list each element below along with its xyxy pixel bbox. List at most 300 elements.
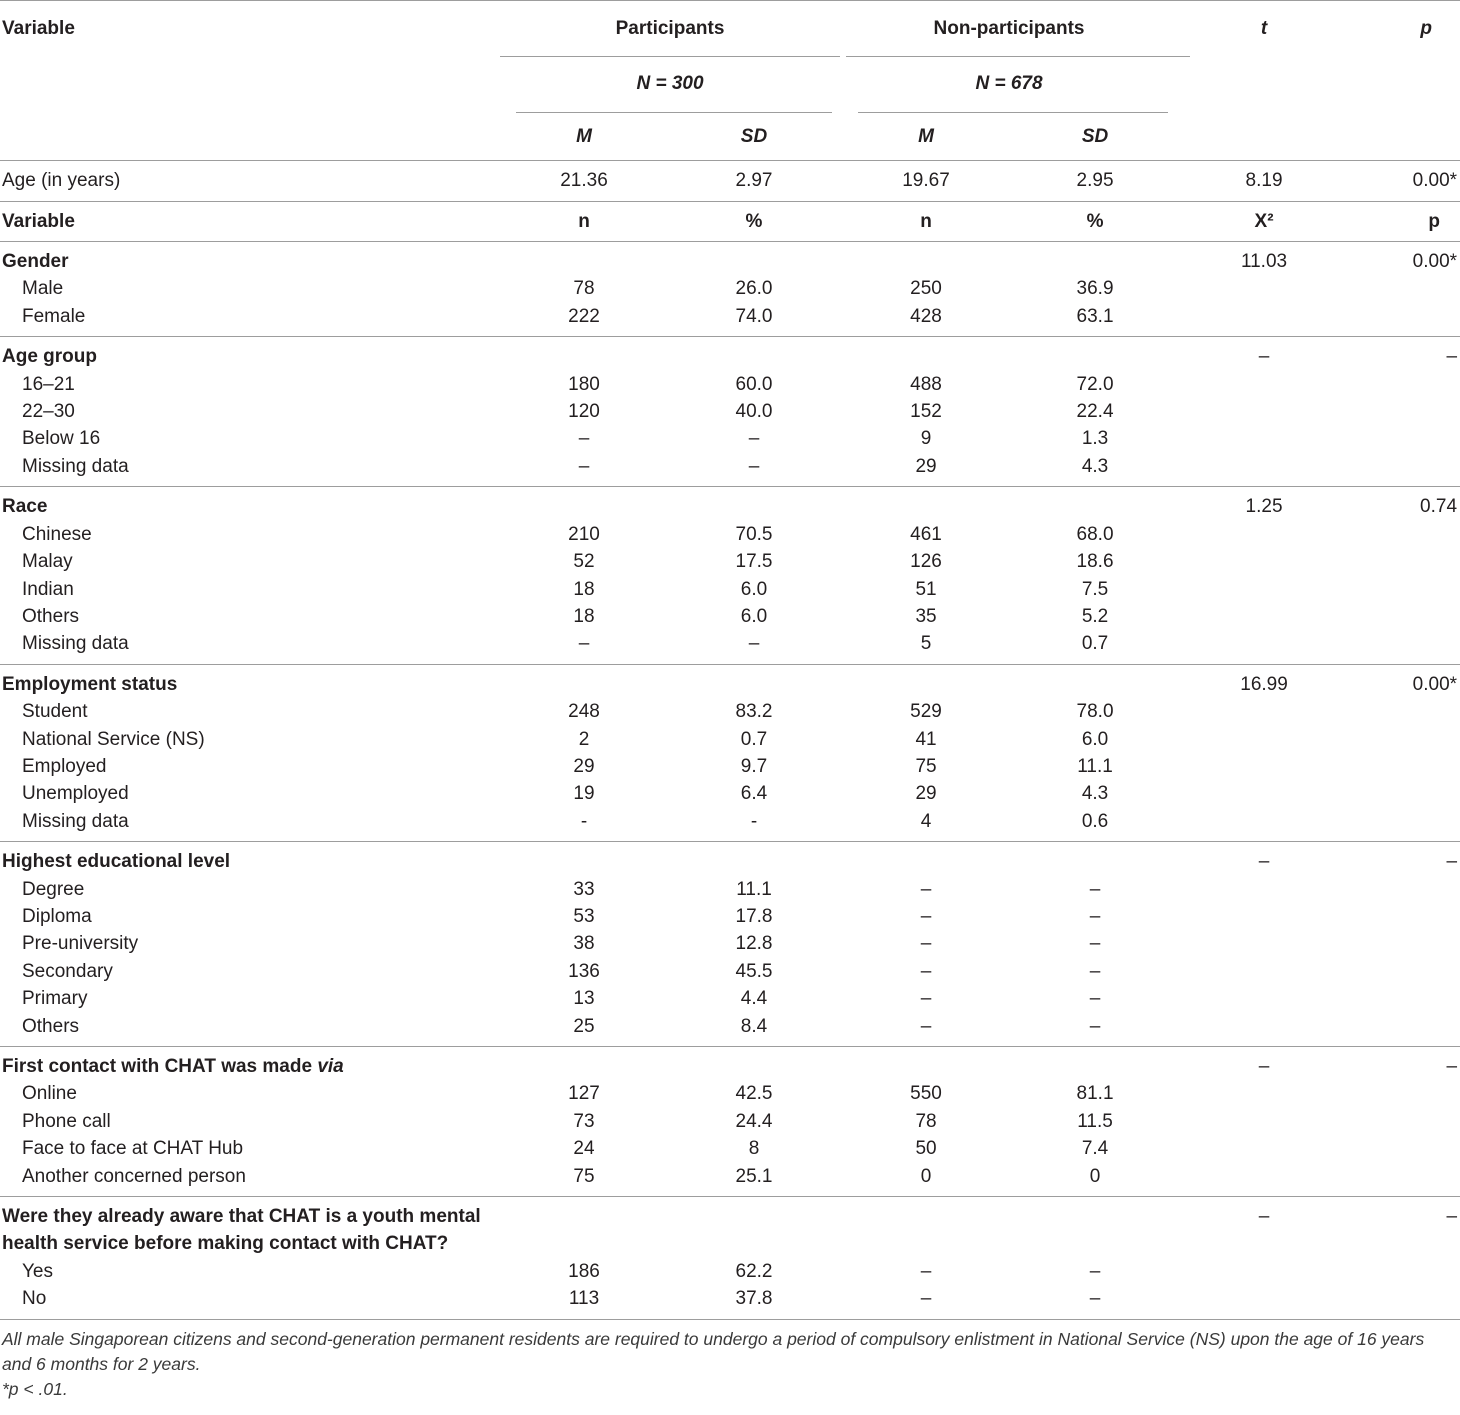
- age-t: 8.19: [1178, 161, 1350, 201]
- table-row: [0, 726, 1460, 753]
- header-row-2: [0, 57, 1460, 112]
- non-participants-n: 0: [920, 1165, 932, 1187]
- non-participants-n: –: [920, 905, 932, 927]
- empty-cell: [1350, 958, 1460, 985]
- empty-cell: [1012, 1047, 1178, 1081]
- empty-cell: [1350, 521, 1460, 548]
- participants-pct: 11.1: [736, 878, 772, 900]
- participants-n: 25: [573, 1015, 595, 1037]
- section-title-text: Age group: [2, 346, 97, 368]
- non-participants-pct: –: [1089, 960, 1101, 982]
- table-notes: [2, 1327, 1442, 1402]
- section-header-row: [0, 664, 1460, 698]
- row-label: Pre-university: [22, 933, 139, 955]
- section-p: –: [1350, 1197, 1460, 1258]
- empty-cell: [1178, 521, 1350, 548]
- table-bottom-rule: [0, 1319, 1460, 1321]
- section-stat: –: [1178, 1047, 1350, 1081]
- empty-cell: [1350, 903, 1460, 930]
- non-participants-n: 9: [920, 428, 932, 450]
- table-row: [0, 371, 1460, 398]
- age-p-m: 21.36: [500, 161, 668, 201]
- empty-cell: [1012, 842, 1178, 876]
- table-row: [0, 603, 1460, 630]
- participants-pct: 0.7: [740, 728, 768, 750]
- empty-cell: [1178, 603, 1350, 630]
- empty-cell: [1350, 453, 1460, 487]
- header-t: t: [1178, 1, 1350, 58]
- empty-cell: [1178, 371, 1350, 398]
- table-row: [0, 1135, 1460, 1162]
- header-participants-label: Participants: [615, 18, 725, 39]
- non-participants-n: 550: [910, 1083, 942, 1105]
- table-row: [0, 876, 1460, 903]
- empty-cell: [840, 1047, 1012, 1081]
- empty-cell: [500, 1197, 668, 1258]
- participants-n: 53: [573, 905, 595, 927]
- empty-cell: [1178, 1285, 1350, 1319]
- participants-n: 38: [573, 933, 595, 955]
- non-participants-n: 78: [915, 1110, 937, 1132]
- empty-cell: [1350, 753, 1460, 780]
- non-participants-pct: 11.5: [1077, 1110, 1113, 1132]
- age-p-sd: 2.97: [668, 161, 840, 201]
- subheader-p: p: [1350, 201, 1460, 241]
- non-participants-n: 41: [915, 728, 937, 750]
- section-title-text: Were they already aware that CHAT is a youth mental health service before making contact with CHAT?: [2, 1206, 481, 1255]
- note-ns: All male Singaporean citizens and second-generation permanent residents are required to undergo a period of compulsory enlistment in National Service (NS) upon the age of 16 years and 6 months for 2 years.: [2, 1328, 1425, 1374]
- non-participants-n: 35: [915, 605, 937, 627]
- row-label: No: [22, 1288, 47, 1310]
- non-participants-n-label: N = 678: [975, 73, 1043, 95]
- row-label: Others: [22, 605, 80, 627]
- section-header-row: [0, 487, 1460, 521]
- non-participants-n: 126: [910, 551, 942, 573]
- row-label: Missing data: [22, 810, 129, 832]
- section-stat: –: [1178, 842, 1350, 876]
- table-row: [0, 1285, 1460, 1319]
- participants-n: 2: [578, 728, 590, 750]
- non-participants-pct: –: [1089, 1015, 1101, 1037]
- section-stat: 11.03: [1178, 242, 1350, 276]
- non-participants-pct: 0: [1089, 1165, 1101, 1187]
- non-participants-pct: 81.1: [1076, 1083, 1114, 1105]
- participants-n: 13: [573, 988, 595, 1010]
- non-participants-pct: 4.3: [1081, 783, 1109, 805]
- non-participants-pct: 7.4: [1081, 1138, 1109, 1160]
- participants-pct: –: [748, 633, 760, 655]
- row-label: Unemployed: [22, 783, 129, 805]
- section-title-italic: via: [317, 1056, 344, 1077]
- row-label: Male: [22, 278, 64, 300]
- participants-pct: 45.5: [735, 960, 773, 982]
- empty-cell: [500, 487, 668, 521]
- table-row: [0, 275, 1460, 302]
- subheader-variable: Variable: [0, 201, 500, 241]
- participants-n: 52: [573, 551, 595, 573]
- empty-cell: [1350, 398, 1460, 425]
- non-participants-pct: 6.0: [1081, 728, 1109, 750]
- empty-cell: [1178, 726, 1350, 753]
- empty-cell: [500, 842, 668, 876]
- section-p: –: [1350, 1047, 1460, 1081]
- age-p: 0.00*: [1350, 161, 1460, 201]
- participants-n: –: [578, 428, 590, 450]
- empty-cell: [1350, 425, 1460, 452]
- non-participants-pct: –: [1089, 933, 1101, 955]
- participants-pct: 6.0: [740, 605, 768, 627]
- table-row: [0, 425, 1460, 452]
- non-participants-pct: 7.5: [1081, 578, 1109, 600]
- empty-cell: [1350, 1135, 1460, 1162]
- non-participants-n: 29: [915, 783, 937, 805]
- non-participants-n: 461: [910, 523, 942, 545]
- empty-cell: [1350, 698, 1460, 725]
- non-participants-n: 488: [910, 373, 942, 395]
- participants-pct: 17.8: [735, 905, 773, 927]
- row-label: Another concerned person: [22, 1165, 246, 1187]
- age-np-sd: 2.95: [1012, 161, 1178, 201]
- non-participants-n: 29: [915, 455, 937, 477]
- empty-cell: [500, 242, 668, 276]
- subheader-pct1: %: [668, 201, 840, 241]
- row-label: National Service (NS): [22, 728, 205, 750]
- table-row: [0, 808, 1460, 842]
- non-participants-n: 529: [910, 701, 942, 723]
- participants-pct: 6.0: [740, 578, 768, 600]
- row-label: Primary: [22, 988, 88, 1010]
- participants-pct: 40.0: [735, 401, 773, 423]
- empty-cell: [1350, 371, 1460, 398]
- non-participants-n: –: [920, 988, 932, 1010]
- subheader-pct2: %: [1012, 201, 1178, 241]
- participants-n: 180: [568, 373, 600, 395]
- empty-cell: [1178, 930, 1350, 957]
- participants-n: 29: [573, 755, 595, 777]
- non-participants-n: –: [920, 960, 932, 982]
- non-participants-n: –: [920, 1288, 932, 1310]
- empty-cell: [1178, 985, 1350, 1012]
- empty-cell: [1178, 808, 1350, 842]
- participants-pct: -: [750, 810, 758, 832]
- empty-cell: [1178, 576, 1350, 603]
- non-participants-pct: –: [1089, 905, 1101, 927]
- non-participants-pct: 63.1: [1076, 305, 1114, 327]
- empty-cell: [1178, 453, 1350, 487]
- participants-n: 18: [573, 578, 595, 600]
- non-participants-pct: 11.1: [1077, 755, 1113, 777]
- subheader-n1: n: [500, 201, 668, 241]
- empty-cell: [1350, 930, 1460, 957]
- non-participants-pct: 36.9: [1076, 278, 1114, 300]
- participants-pct: 8.4: [740, 1015, 768, 1037]
- table-row: [0, 698, 1460, 725]
- empty-cell: [1178, 630, 1350, 664]
- empty-cell: [1350, 275, 1460, 302]
- empty-cell: [668, 242, 840, 276]
- empty-cell: [840, 487, 1012, 521]
- empty-cell: [668, 664, 840, 698]
- row-label: Others: [22, 1015, 80, 1037]
- section-title: [0, 1197, 500, 1258]
- non-participants-n: 250: [910, 278, 942, 300]
- participants-pct: 8: [748, 1138, 760, 1160]
- participants-n: 78: [573, 278, 595, 300]
- non-participants-pct: –: [1089, 1260, 1101, 1282]
- empty-cell: [668, 842, 840, 876]
- section-title-text: First contact with CHAT was made: [2, 1056, 318, 1077]
- participants-pct: 42.5: [735, 1083, 773, 1105]
- empty-cell: [1178, 548, 1350, 575]
- table-row: [0, 630, 1460, 664]
- section-p: 0.74: [1350, 487, 1460, 521]
- participants-pct: 60.0: [735, 373, 773, 395]
- empty-cell: [1350, 1080, 1460, 1107]
- section-stat: –: [1178, 1197, 1350, 1258]
- empty-cell: [1012, 1197, 1178, 1258]
- non-participants-pct: 1.3: [1081, 428, 1109, 450]
- empty-cell: [840, 242, 1012, 276]
- row-label: Degree: [22, 878, 85, 900]
- empty-cell: [668, 337, 840, 371]
- row-label: Face to face at CHAT Hub: [22, 1138, 244, 1160]
- participants-pct: 12.8: [735, 933, 773, 955]
- table-row: [0, 398, 1460, 425]
- empty-cell: [1350, 1013, 1460, 1047]
- empty-cell: [1350, 1163, 1460, 1197]
- non-participants-n: –: [920, 1015, 932, 1037]
- empty-cell: [1178, 698, 1350, 725]
- participants-pct: –: [748, 428, 760, 450]
- non-participants-n: 50: [915, 1138, 937, 1160]
- section-p: –: [1350, 337, 1460, 371]
- non-participants-pct: 4.3: [1081, 455, 1109, 477]
- empty-cell: [1178, 425, 1350, 452]
- empty-cell: [500, 337, 668, 371]
- header-np-sd: SD: [1081, 125, 1109, 147]
- empty-cell: [1178, 398, 1350, 425]
- row-label: Student: [22, 701, 88, 723]
- row-label: 16–21: [22, 373, 75, 395]
- header-np-m: M: [918, 125, 934, 147]
- empty-cell: [1350, 780, 1460, 807]
- empty-cell: [1178, 275, 1350, 302]
- header-non-participants-n: [840, 57, 1178, 112]
- section-title-text: Race: [2, 496, 48, 518]
- participants-pct: 6.4: [740, 783, 768, 805]
- empty-cell: [1350, 876, 1460, 903]
- section-stat: –: [1178, 337, 1350, 371]
- empty-cell: [668, 1197, 840, 1258]
- row-label: Diploma: [22, 905, 92, 927]
- row-label: Missing data: [22, 455, 129, 477]
- non-participants-pct: 18.6: [1076, 551, 1114, 573]
- table-row: [0, 930, 1460, 957]
- table-row: [0, 1258, 1460, 1285]
- header-row-3: [0, 113, 1460, 161]
- non-participants-n: 428: [910, 305, 942, 327]
- empty-cell: [1178, 1258, 1350, 1285]
- participants-pct: 62.2: [735, 1260, 773, 1282]
- row-label: 22–30: [22, 401, 75, 423]
- participants-n: –: [578, 455, 590, 477]
- subheader-x2: X²: [1178, 201, 1350, 241]
- empty-cell: [1178, 1163, 1350, 1197]
- section-stat: 1.25: [1178, 487, 1350, 521]
- non-participants-n: –: [920, 878, 932, 900]
- non-participants-n: –: [920, 1260, 932, 1282]
- empty-cell: [1350, 808, 1460, 842]
- non-participants-pct: 78.0: [1076, 701, 1114, 723]
- row-label: Female: [22, 305, 86, 327]
- participants-pct: 24.4: [735, 1110, 773, 1132]
- header-participants-n: [500, 57, 840, 112]
- empty-cell: [1350, 1108, 1460, 1135]
- row-label: Secondary: [22, 960, 113, 982]
- row-label: Yes: [22, 1260, 53, 1282]
- section-header-row: [0, 842, 1460, 876]
- section-title-text: Employment status: [2, 673, 178, 695]
- non-participants-pct: 0.7: [1081, 633, 1109, 655]
- table-row: [0, 985, 1460, 1012]
- section-title: [0, 842, 500, 876]
- subheader-row: [0, 201, 1460, 241]
- table-row: [0, 521, 1460, 548]
- section-title-text: Highest educational level: [2, 851, 231, 873]
- empty-cell: [1012, 664, 1178, 698]
- non-participants-pct: 5.2: [1081, 605, 1109, 627]
- participants-n-label: N = 300: [636, 73, 704, 95]
- non-participants-pct: –: [1089, 878, 1101, 900]
- note-significance: *p < .01.: [2, 1378, 68, 1399]
- table-row: [0, 1163, 1460, 1197]
- participants-pct: 17.5: [735, 551, 773, 573]
- participants-pct: –: [748, 455, 760, 477]
- table-row: [0, 303, 1460, 337]
- empty-cell: [1350, 726, 1460, 753]
- empty-cell: [1350, 1285, 1460, 1319]
- section-title: [0, 242, 500, 276]
- empty-cell: [1350, 603, 1460, 630]
- participants-n: 136: [568, 960, 600, 982]
- participants-n: 18: [573, 605, 595, 627]
- empty-cell: [1178, 303, 1350, 337]
- section-header-row: [0, 1197, 1460, 1258]
- participants-n: 19: [573, 783, 595, 805]
- participants-n: 24: [573, 1138, 595, 1160]
- non-participants-n: 75: [915, 755, 937, 777]
- age-np-m: 19.67: [840, 161, 1012, 201]
- row-label: Below 16: [22, 428, 101, 450]
- empty-cell: [1012, 487, 1178, 521]
- participants-n: 33: [573, 878, 595, 900]
- table-row: [0, 753, 1460, 780]
- row-label: Employed: [22, 755, 107, 777]
- empty-cell: [1012, 337, 1178, 371]
- participants-n: 120: [568, 401, 600, 423]
- empty-cell: [668, 487, 840, 521]
- header-non-participants-label: Non-participants: [933, 18, 1085, 39]
- empty-cell: [500, 1047, 668, 1081]
- age-row: [0, 161, 1460, 201]
- participants-n: 113: [568, 1288, 600, 1310]
- table-row: [0, 1108, 1460, 1135]
- table-row: [0, 903, 1460, 930]
- section-stat: 16.99: [1178, 664, 1350, 698]
- participants-pct: 9.7: [740, 755, 768, 777]
- section-title: [0, 1047, 500, 1081]
- header-variable: Variable: [0, 1, 500, 58]
- participants-pct: 26.0: [735, 278, 773, 300]
- participants-pct: 37.8: [735, 1288, 773, 1310]
- participants-pct: 70.5: [735, 523, 773, 545]
- section-header-row: [0, 337, 1460, 371]
- section-header-row: [0, 1047, 1460, 1081]
- empty-cell: [1178, 958, 1350, 985]
- non-participants-pct: –: [1089, 1288, 1101, 1310]
- empty-cell: [1178, 876, 1350, 903]
- header-participants: [500, 1, 840, 58]
- header-row-1: [0, 1, 1460, 58]
- table-row: [0, 548, 1460, 575]
- non-participants-pct: –: [1089, 988, 1101, 1010]
- bottom-rule-cell: [0, 1319, 1460, 1321]
- empty-cell: [1178, 1080, 1350, 1107]
- non-participants-n: 51: [915, 578, 937, 600]
- row-label: Indian: [22, 578, 74, 600]
- table-row: [0, 1013, 1460, 1047]
- header-p-m: M: [576, 125, 592, 147]
- empty-cell: [1350, 1258, 1460, 1285]
- empty-cell: [1350, 303, 1460, 337]
- participants-pct: 4.4: [740, 988, 768, 1010]
- non-participants-n: 5: [920, 633, 932, 655]
- participants-pct: 25.1: [735, 1165, 773, 1187]
- section-title: [0, 337, 500, 371]
- header-p: p: [1350, 1, 1460, 58]
- empty-cell: [840, 337, 1012, 371]
- participants-n: 222: [568, 305, 600, 327]
- empty-cell: [1178, 780, 1350, 807]
- non-participants-pct: 72.0: [1076, 373, 1114, 395]
- section-header-row: [0, 242, 1460, 276]
- table-row: [0, 780, 1460, 807]
- empty-cell: [1178, 1108, 1350, 1135]
- empty-cell: [1350, 548, 1460, 575]
- empty-cell: [1178, 1135, 1350, 1162]
- row-label: Online: [22, 1083, 77, 1105]
- participants-n: 127: [568, 1083, 600, 1105]
- participants-n: 248: [568, 701, 600, 723]
- section-title-text: Gender: [2, 251, 69, 273]
- header-non-participants: [840, 1, 1178, 58]
- age-label: Age (in years): [0, 161, 500, 201]
- section-p: –: [1350, 842, 1460, 876]
- empty-cell: [840, 842, 1012, 876]
- non-participants-pct: 0.6: [1081, 810, 1109, 832]
- table-row: [0, 453, 1460, 487]
- empty-cell: [1012, 242, 1178, 276]
- empty-cell: [1178, 1013, 1350, 1047]
- non-participants-n: –: [920, 933, 932, 955]
- empty-cell: [1350, 985, 1460, 1012]
- section-title: [0, 487, 500, 521]
- empty-cell: [500, 664, 668, 698]
- empty-cell: [1178, 903, 1350, 930]
- row-label: Malay: [22, 551, 73, 573]
- participants-pct: 83.2: [735, 701, 773, 723]
- empty-cell: [668, 1047, 840, 1081]
